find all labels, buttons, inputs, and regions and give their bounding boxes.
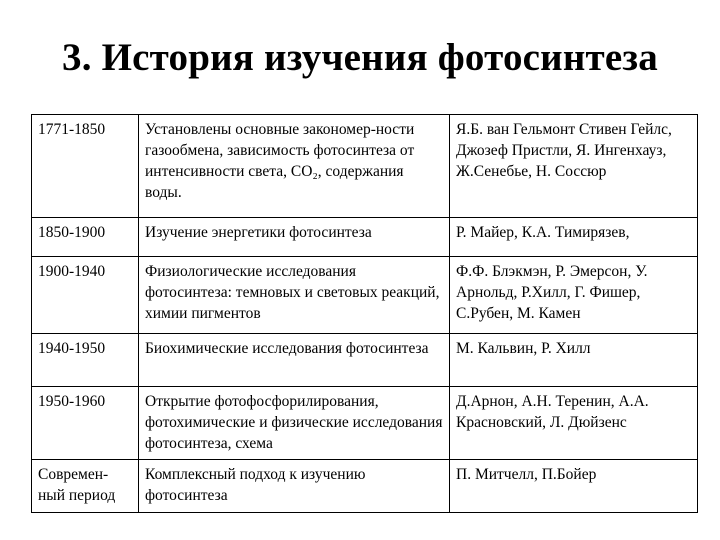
history-table	[31, 114, 698, 513]
content-text: Установлены основные закономер-ности газообмена, зависимость фотосинтеза от интенсивности света, СО₂, содержания воды.	[145, 121, 415, 201]
scientists-cell	[450, 387, 698, 460]
table-row	[32, 387, 698, 460]
content-cell	[139, 218, 450, 257]
period-cell	[32, 218, 139, 257]
period-cell	[32, 115, 139, 218]
table-row	[32, 218, 698, 257]
content-text: Изучение энергетики фотосинтеза	[145, 224, 372, 241]
scientists-text: М. Кальвин, Р. Хилл	[456, 340, 591, 357]
period-text: 1940-1950	[38, 340, 106, 357]
content-cell	[139, 387, 450, 460]
content-cell	[139, 460, 450, 513]
scientists-text: Р. Майер, К.А. Тимирязев,	[456, 224, 630, 241]
content-text: Открытие фотофосфорилирования, фотохимические и физические исследования фотосинтеза, схема	[145, 393, 443, 452]
content-text: Физиологические исследования фотосинтеза: темновых и световых реакций, химии пигментов	[145, 263, 440, 322]
period-text: 1771-1850	[38, 121, 106, 138]
scientists-text: Я.Б. ван Гельмонт Стивен Гейлс, Джозеф Пристли, Я. Ингенхауз, Ж.Сенебье, Н. Соссюр	[456, 121, 672, 180]
scientists-cell	[450, 115, 698, 218]
table-row	[32, 460, 698, 513]
content-cell	[139, 257, 450, 334]
table-row	[32, 115, 698, 218]
period-cell	[32, 460, 139, 513]
period-text: 1900-1940	[38, 263, 106, 280]
scientists-cell	[450, 218, 698, 257]
content-cell	[139, 334, 450, 387]
scientists-text: Д.Арнон, А.Н. Теренин, А.А. Красновский, Л. Дюйзенс	[456, 393, 649, 431]
content-text: Комплексный подход к изучению фотосинтеза	[145, 466, 366, 504]
scientists-cell	[450, 334, 698, 387]
slide-title: 3. История изучения фотосинтеза	[62, 36, 658, 79]
period-text: Современ-ный период	[38, 466, 116, 504]
period-text: 1950-1960	[38, 393, 106, 410]
period-cell	[32, 257, 139, 334]
content-text: Биохимические исследования фотосинтеза	[145, 340, 429, 357]
table-row	[32, 257, 698, 334]
scientists-text: П. Митчелл, П.Бойер	[456, 466, 597, 483]
scientists-text: Ф.Ф. Блэкмэн, Р. Эмерсон, У. Арнольд, Р.Хилл, Г. Фишер, С.Рубен, М. Камен	[456, 263, 648, 322]
period-cell	[32, 334, 139, 387]
period-cell	[32, 387, 139, 460]
scientists-cell	[450, 460, 698, 513]
scientists-cell	[450, 257, 698, 334]
content-cell	[139, 115, 450, 218]
table-row	[32, 334, 698, 387]
period-text: 1850-1900	[38, 224, 106, 241]
